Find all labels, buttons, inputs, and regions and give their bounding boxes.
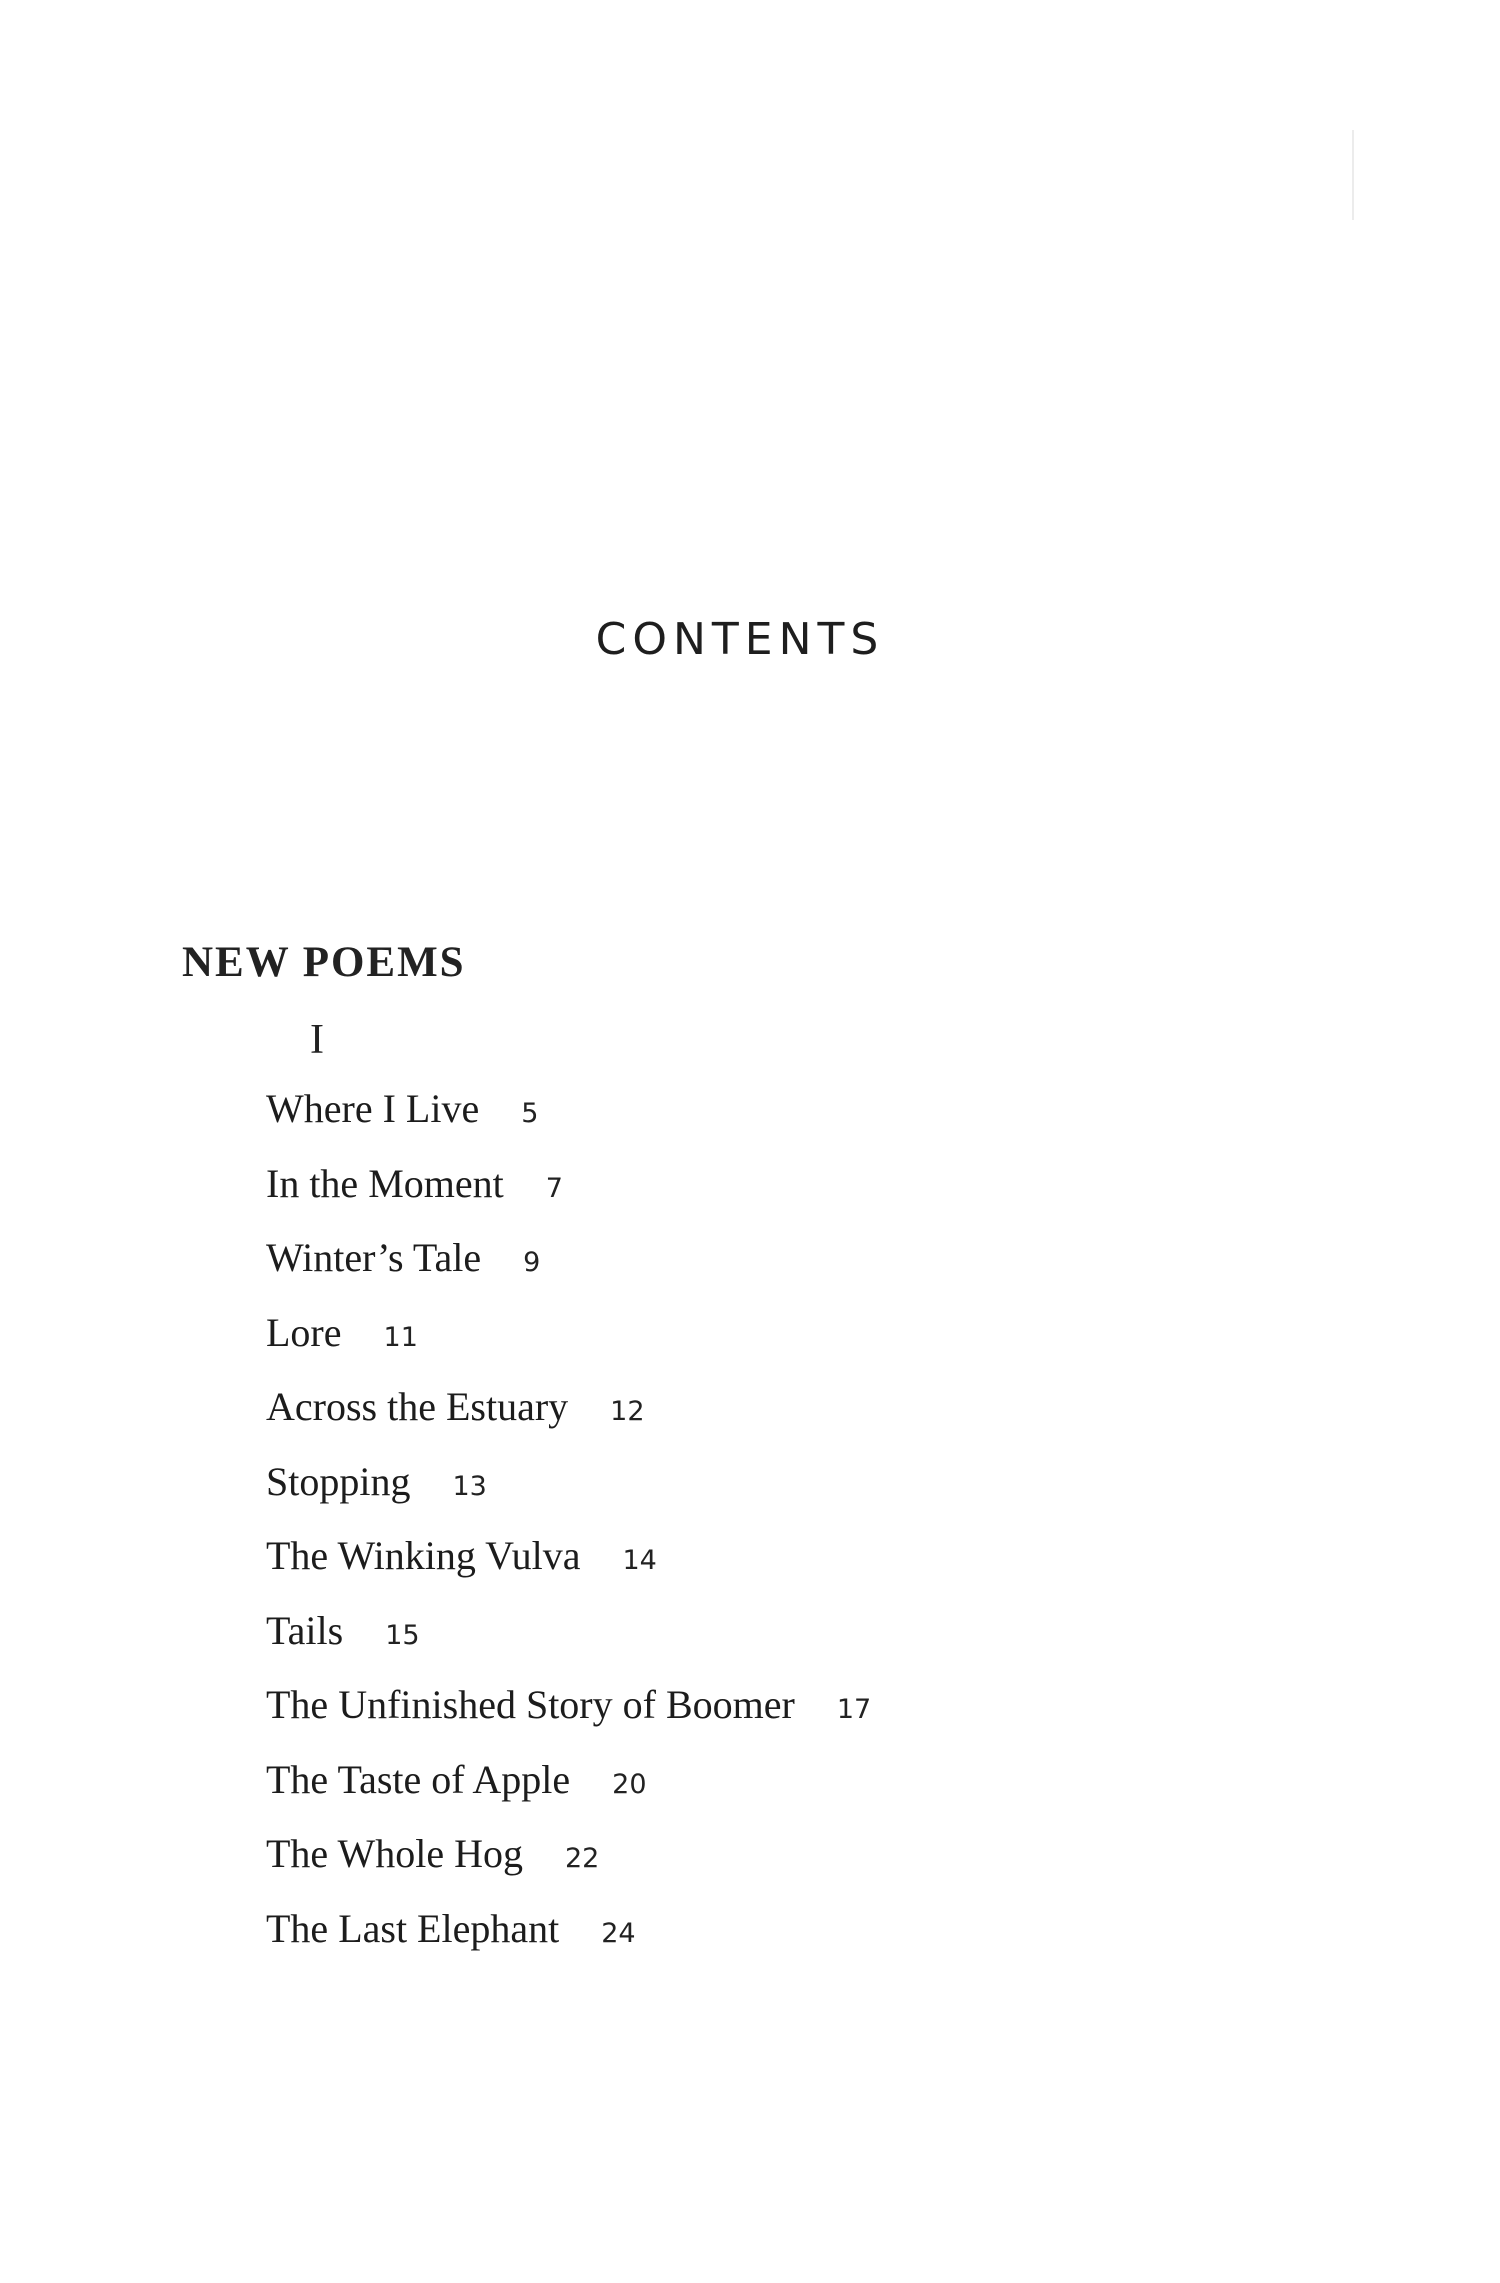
toc-list [266,1085,871,1979]
toc-entry-title: The Taste of Apple [266,1756,571,1802]
toc-entry[interactable] [266,1830,871,1905]
toc-entry-page: 13 [452,1470,487,1502]
toc-entry-page: 5 [521,1098,539,1129]
toc-entry-page: 20 [612,1768,647,1800]
toc-entry[interactable] [266,1234,871,1309]
contents-heading: CONTENTS [595,614,885,665]
toc-entry-title: The Unfinished Story of Boomer [266,1682,795,1727]
toc-entry[interactable] [266,1681,871,1756]
scan-edge-mark [1352,130,1354,220]
toc-entry[interactable] [266,1756,871,1831]
toc-entry[interactable] [266,1160,871,1235]
toc-entry-page: 11 [383,1321,418,1353]
section-title: NEW POEMS [182,939,466,986]
toc-entry[interactable] [266,1309,871,1384]
toc-entry-title: The Winking Vulva [266,1533,581,1578]
toc-entry-title: The Last Elephant [266,1905,560,1951]
toc-entry-page: 9 [523,1247,541,1278]
toc-entry-title: Winter’s Tale [266,1235,482,1280]
toc-entry-title: Where I Live [266,1086,480,1131]
toc-entry[interactable] [266,1458,871,1533]
toc-entry-page: 15 [385,1619,420,1651]
toc-entry-page: 22 [564,1843,600,1874]
toc-entry-page: 17 [836,1694,872,1725]
toc-entry-page: 14 [622,1545,657,1576]
toc-entry-page: 24 [601,1917,636,1949]
toc-entry[interactable] [266,1905,871,1980]
toc-entry-title: The Whole Hog [266,1831,523,1876]
toc-entry[interactable] [266,1085,871,1160]
toc-entry-page: 7 [545,1172,563,1204]
toc-entry[interactable] [266,1532,871,1607]
section-part-number: I [310,1017,324,1063]
toc-entry-title: Tails [266,1607,344,1653]
toc-entry[interactable] [266,1383,871,1458]
toc-entry-page: 12 [610,1396,645,1427]
toc-entry[interactable] [266,1607,871,1682]
toc-entry-title: Across the Estuary [266,1384,569,1429]
toc-entry-title: Lore [266,1309,342,1355]
toc-entry-title: In the Moment [266,1160,504,1206]
toc-entry-title: Stopping [266,1458,411,1504]
